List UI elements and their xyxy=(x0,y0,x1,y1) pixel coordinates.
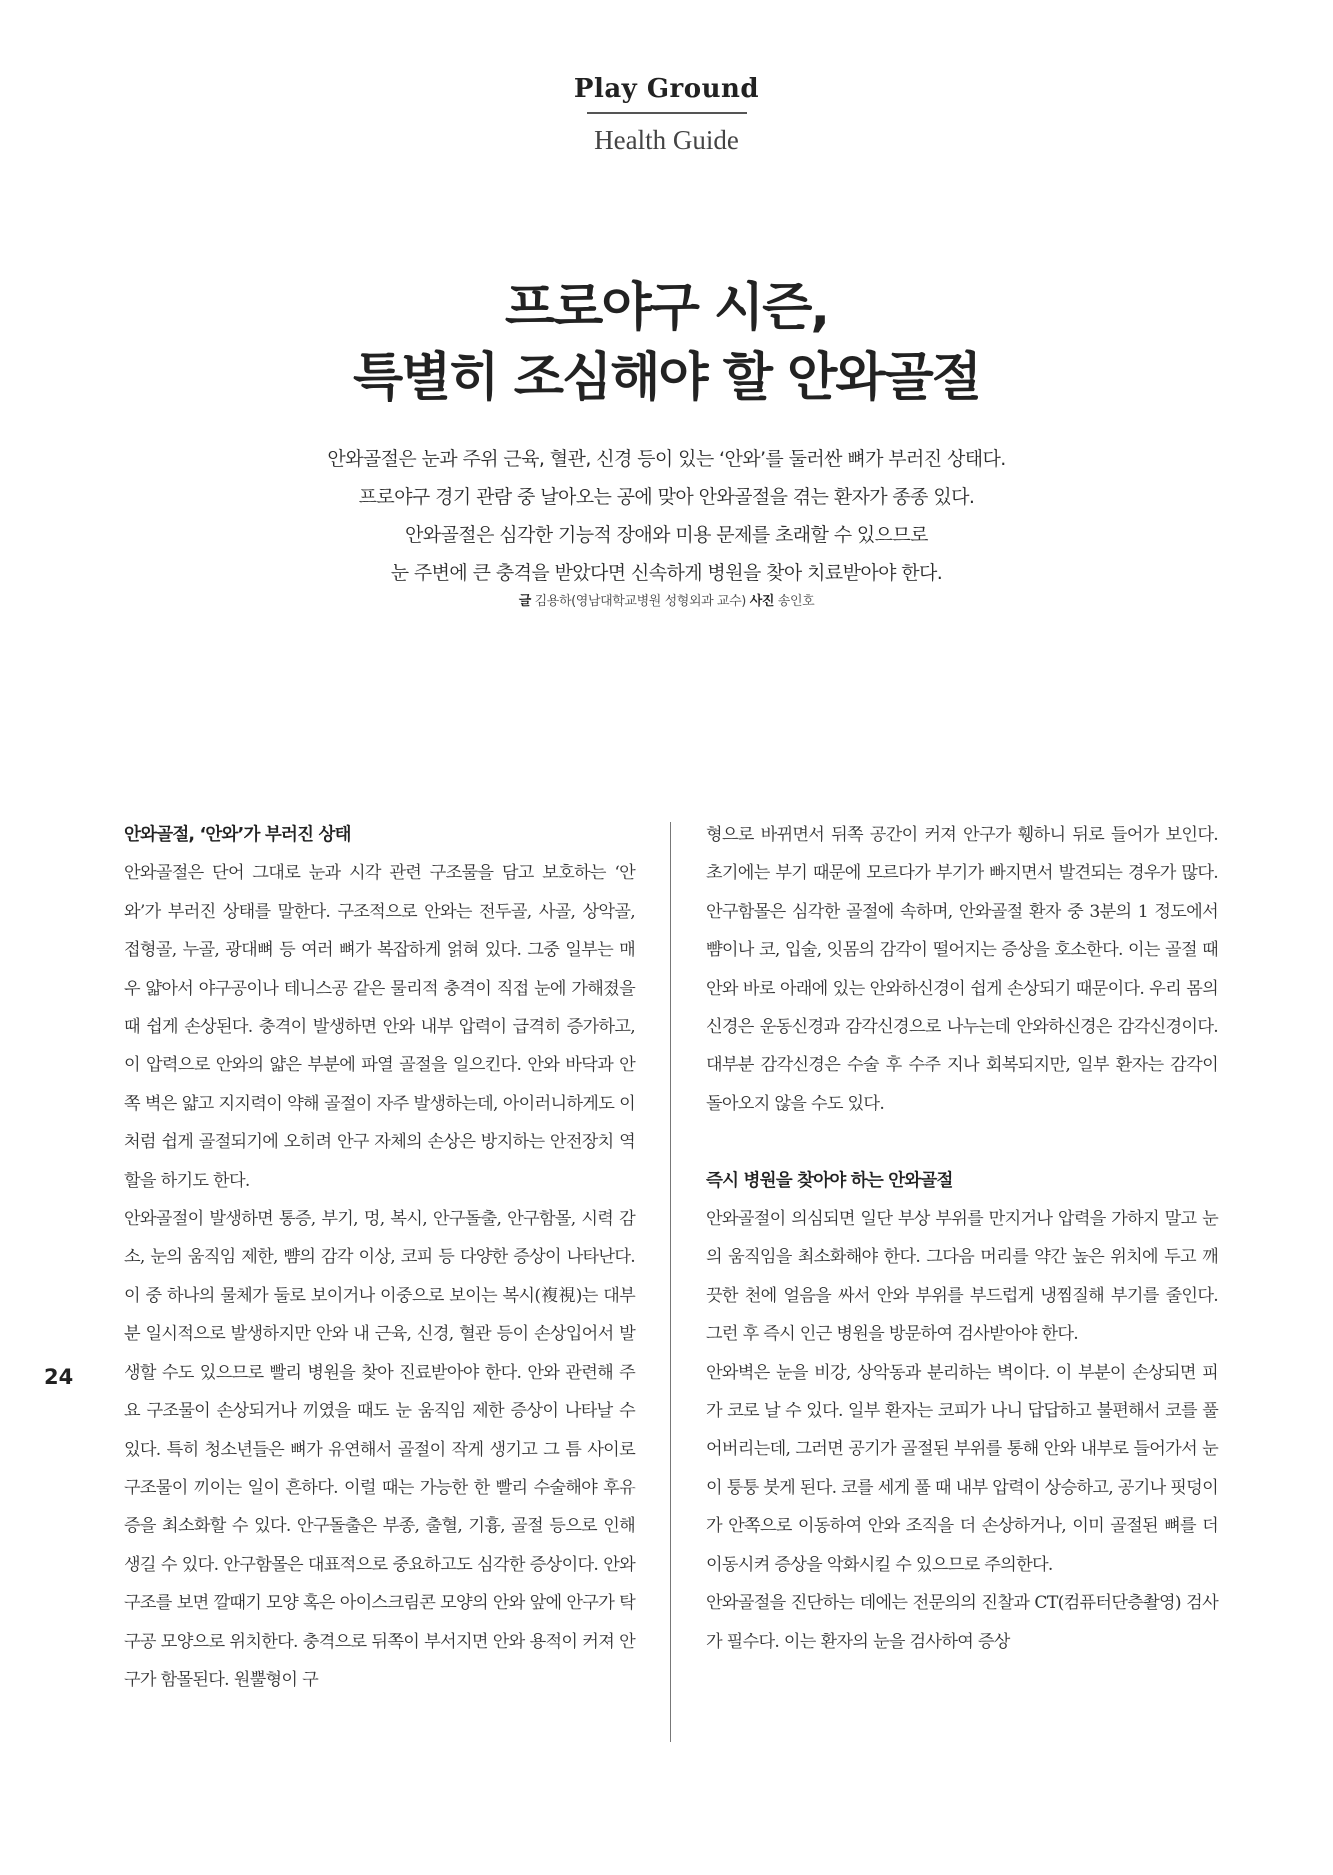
section-title: Play Ground xyxy=(573,74,760,104)
photographer-name: 송인호 xyxy=(777,594,815,609)
headline-line-2: 특별히 조심해야 할 안와골절 xyxy=(352,348,981,408)
paragraph: 안와골절을 진단하는 데에는 전문의의 진찰과 CT(컴퓨터단층촬영) 검사가 필수다. 이는 환자의 눈을 검사하여 증상 xyxy=(706,1593,1218,1652)
page-number: 24 xyxy=(44,1365,74,1389)
byline xyxy=(0,590,1333,609)
lede-line: 안와골절은 눈과 주위 근육, 혈관, 신경 등이 있는 ‘안와’를 둘러싼 뼈가 부러진 상태다. xyxy=(327,448,1006,470)
article-headline xyxy=(0,273,1333,413)
paragraph: 안와골절이 발생하면 통증, 부기, 멍, 복시, 안구돌출, 안구함몰, 시력 감소, 눈의 움직임 제한, 뺨의 감각 이상, 코피 등 다양한 증상이 나타난다. 이 중 하나의 물체가 둘로 보이거나 이중으로 보이는 복시(複視)는 대부분 일시적으로 발생하지만 안와 내 근육, 신경, 혈관 등이 손상입어서 발생할 수도 있으므로 빨리 병원을 찾아 진료받아야 한다. 안와 관련해 주요 구조물이 손상되거나 끼였을 때도 눈 움직임 제한 증상이 나타날 수 있다. 특히 청소년들은 뼈가 유연해서 골절이 작게 생기고 그 틈 사이로 구조물이 끼이는 일이 흔하다. 이럴 때는 가능한 한 빨리 수술해야 후유증을 최소화할 수 있다. 안구돌출은 부종, 출혈, 기흉, 골절 등으로 인해 생길 수 있다. 안구함몰은 대표적으로 중요하고도 심각한 증상이다. 안와 구조를 보면 깔때기 모양 혹은 아이스크림콘 모양의 안와 앞에 안구가 탁구공 모양으로 위치한다. 충격으로 뒤쪽이 부서지면 안와 용적이 커져 안구가 함몰된다. 원뿔형이 구 xyxy=(124,1209,635,1690)
writer-name: 김용하(영남대학교병원 성형외과 교수) xyxy=(534,594,746,609)
paragraph-gap xyxy=(706,1123,1218,1161)
writer-label: 글 xyxy=(518,594,531,609)
lede-line: 프로야구 경기 관람 중 날아오는 공에 맞아 안와골절을 겪는 환자가 종종 있다. xyxy=(358,486,975,508)
section-header xyxy=(0,72,1333,156)
subheading: 즉시 병원을 찾아야 하는 안와골절 xyxy=(706,1170,953,1191)
lede-line: 안와골절은 심각한 기능적 장애와 미용 문제를 초래할 수 있으므로 xyxy=(405,524,928,546)
section-divider xyxy=(587,112,747,114)
lede-line: 눈 주변에 큰 충격을 받았다면 신속하게 병원을 찾아 치료받아야 한다. xyxy=(390,562,943,584)
paragraph: 안와벽은 눈을 비강, 상악동과 분리하는 벽이다. 이 부분이 손상되면 피가 코로 날 수 있다. 일부 환자는 코피가 나니 답답하고 불편해서 코를 풀어버리는데, 그러면 공기가 골절된 부위를 통해 안와 내부로 들어가서 눈이 퉁퉁 붓게 된다. 코를 세게 풀 때 내부 압력이 상승하고, 공기나 핏덩이가 안쪽으로 이동하여 안와 조직을 더 손상하거나, 이미 골절된 뼈를 더 이동시켜 증상을 악화시킬 수 있으므로 주의한다. xyxy=(706,1362,1218,1575)
section-subtitle: Health Guide xyxy=(594,125,739,155)
subheading: 안와골절, ‘안와’가 부러진 상태 xyxy=(124,825,351,845)
article-column-left xyxy=(124,816,635,1699)
column-divider xyxy=(670,822,671,1742)
photo-label: 사진 xyxy=(749,594,775,609)
paragraph: 형으로 바뀌면서 뒤쪽 공간이 커져 안구가 휑하니 뒤로 들어가 보인다. 초기에는 부기 때문에 모르다가 부기가 빠지면서 발견되는 경우가 많다. 안구함몰은 심각한 골절에 속하며, 안와골절 환자 중 3분의 1 정도에서 뺨이나 코, 입술, 잇몸의 감각이 떨어지는 증상을 호소한다. 이는 골절 때 안와 바로 아래에 있는 안와하신경이 쉽게 손상되기 때문이다. 우리 몸의 신경은 운동신경과 감각신경으로 나누는데 안와하신경은 감각신경이다. 대부분 감각신경은 수술 후 수주 지나 회복되지만, 일부 환자는 감각이 돌아오지 않을 수도 있다. xyxy=(706,825,1218,1114)
article-column-right xyxy=(706,816,1218,1661)
headline-line-1: 프로야구 시즌, xyxy=(504,278,829,338)
paragraph: 안와골절은 단어 그대로 눈과 시각 관련 구조물을 담고 보호하는 ‘안와’가 부러진 상태를 말한다. 구조적으로 안와는 전두골, 사골, 상악골, 접형골, 누골, 광대뼈 등 여러 뼈가 복잡하게 얽혀 있다. 그중 일부는 매우 얇아서 야구공이나 테니스공 같은 물리적 충격이 직접 눈에 가해졌을 때 쉽게 손상된다. 충격이 발생하면 안와 내부 압력이 급격히 증가하고, 이 압력으로 안와의 얇은 부분에 파열 골절을 일으킨다. 안와 바닥과 안쪽 벽은 얇고 지지력이 약해 골절이 자주 발생하는데, 아이러니하게도 이처럼 쉽게 골절되기에 오히려 안구 자체의 손상은 방지하는 안전장치 역할을 하기도 한다. xyxy=(124,863,635,1191)
paragraph: 안와골절이 의심되면 일단 부상 부위를 만지거나 압력을 가하지 말고 눈의 움직임을 최소화해야 한다. 그다음 머리를 약간 높은 위치에 두고 깨끗한 천에 얼음을 싸서 안와 부위를 부드럽게 냉찜질해 부기를 줄인다. 그런 후 즉시 인근 병원을 방문하여 검사받아야 한다. xyxy=(706,1209,1219,1345)
article-lede xyxy=(0,440,1333,592)
